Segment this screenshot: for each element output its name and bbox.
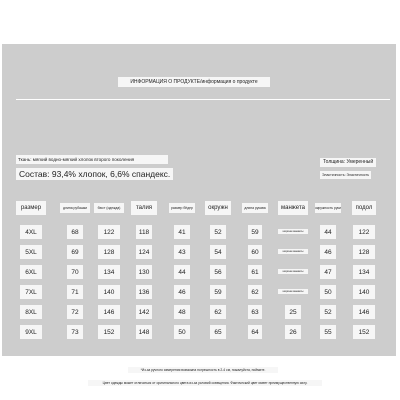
table-cell: 152 [353,325,375,339]
table-cell: 134 [353,265,375,279]
table-cell: 61 [248,265,262,279]
table-cell: 56 [210,265,226,279]
table-cell: ширина манжеты [278,249,308,254]
header-cell: талия [131,201,157,215]
fabric-label: Ткань: мягкий водно-мягкий хлопок второго поколения [16,155,168,164]
table-cell: 148 [136,325,152,339]
header-cell: бюст (одежда) [94,203,124,213]
table-cell: 73 [67,325,83,339]
table-row [16,245,382,259]
table-cell: 68 [67,225,83,239]
table-cell: 140 [353,285,375,299]
table-cell: ширина манжеты [278,289,308,294]
table-cell: 52 [320,305,336,319]
table-cell: 52 [210,225,226,239]
thickness-label: Толщина: Умеренный [320,158,376,167]
table-cell: 64 [248,325,262,339]
table-cell: 48 [174,305,190,319]
table-cell: 43 [174,245,190,259]
table-cell: 136 [136,285,152,299]
table-cell: ширина манжеты [278,229,308,234]
size-cell: 4XL [20,225,42,239]
table-row [16,305,382,319]
color-note: Цвет одежды может отличаться от оригинального цвета из-за условий освещения. Фактический цвет имеет преимущественную силу. [88,380,322,386]
table-cell: 118 [136,225,152,239]
composition-label: Состав: 93,4% хлопок, 6,6% спандекс. [16,168,173,180]
table-cell: 25 [285,305,301,319]
table-header-row [16,201,382,215]
header-cell: окружн [205,201,231,215]
table-cell: 62 [210,305,226,319]
table-cell: 128 [98,245,120,259]
header-cell: размер бёдер [169,203,195,213]
table-cell: 72 [67,305,83,319]
table-cell: 124 [136,245,152,259]
table-cell: ширина манжеты [278,269,308,274]
table-cell: 50 [174,325,190,339]
table-cell: 146 [98,305,120,319]
table-cell: 46 [174,285,190,299]
table-cell: 128 [353,245,375,259]
product-info-card [2,44,396,385]
table-cell: 59 [210,285,226,299]
measurement-note: *Из-за ручного измерения возможна погрешность в 2-4 см, пожалуйста, поймите. [128,367,278,373]
table-cell: 140 [98,285,120,299]
table-cell: 46 [320,245,336,259]
header-cell: размер [16,201,46,215]
table-cell: 26 [285,325,301,339]
table-cell: 54 [210,245,226,259]
table-cell: 134 [98,265,120,279]
table-cell: 146 [353,305,375,319]
table-cell: 47 [320,265,336,279]
table-cell: 50 [320,285,336,299]
header-cell: подол [352,201,376,215]
table-cell: 122 [353,225,375,239]
table-cell: 70 [67,265,83,279]
table-cell: 152 [98,325,120,339]
table-row [16,325,382,339]
size-cell: 5XL [20,245,42,259]
table-cell: 69 [67,245,83,259]
table-row [16,285,382,299]
size-cell: 6XL [20,265,42,279]
divider [16,99,390,100]
table-cell: 65 [210,325,226,339]
table-row [16,265,382,279]
header-cell: длина рубашки [60,203,90,213]
size-cell: 9XL [20,325,42,339]
table-cell: 55 [320,325,336,339]
table-cell: 41 [174,225,190,239]
table-cell: 59 [248,225,262,239]
header-cell: манжета [278,201,308,215]
table-cell: 60 [248,245,262,259]
table-cell: 44 [320,225,336,239]
table-cell: 122 [98,225,120,239]
table-cell: 71 [67,285,83,299]
table-cell: 142 [136,305,152,319]
product-info-title: ИНФОРМАЦИЯ О ПРОДУКТЕ/информация о продукте [118,77,270,87]
table-row [16,225,382,239]
elasticity-label: Эластичность: Эластичность [322,173,370,177]
table-cell: 63 [248,305,262,319]
table-cell: 62 [248,285,262,299]
size-cell: 8XL [20,305,42,319]
header-cell: окружность руки [315,203,341,213]
table-cell: 44 [174,265,190,279]
size-cell: 7XL [20,285,42,299]
table-cell: 130 [136,265,152,279]
header-cell: длина рукава [242,203,268,213]
